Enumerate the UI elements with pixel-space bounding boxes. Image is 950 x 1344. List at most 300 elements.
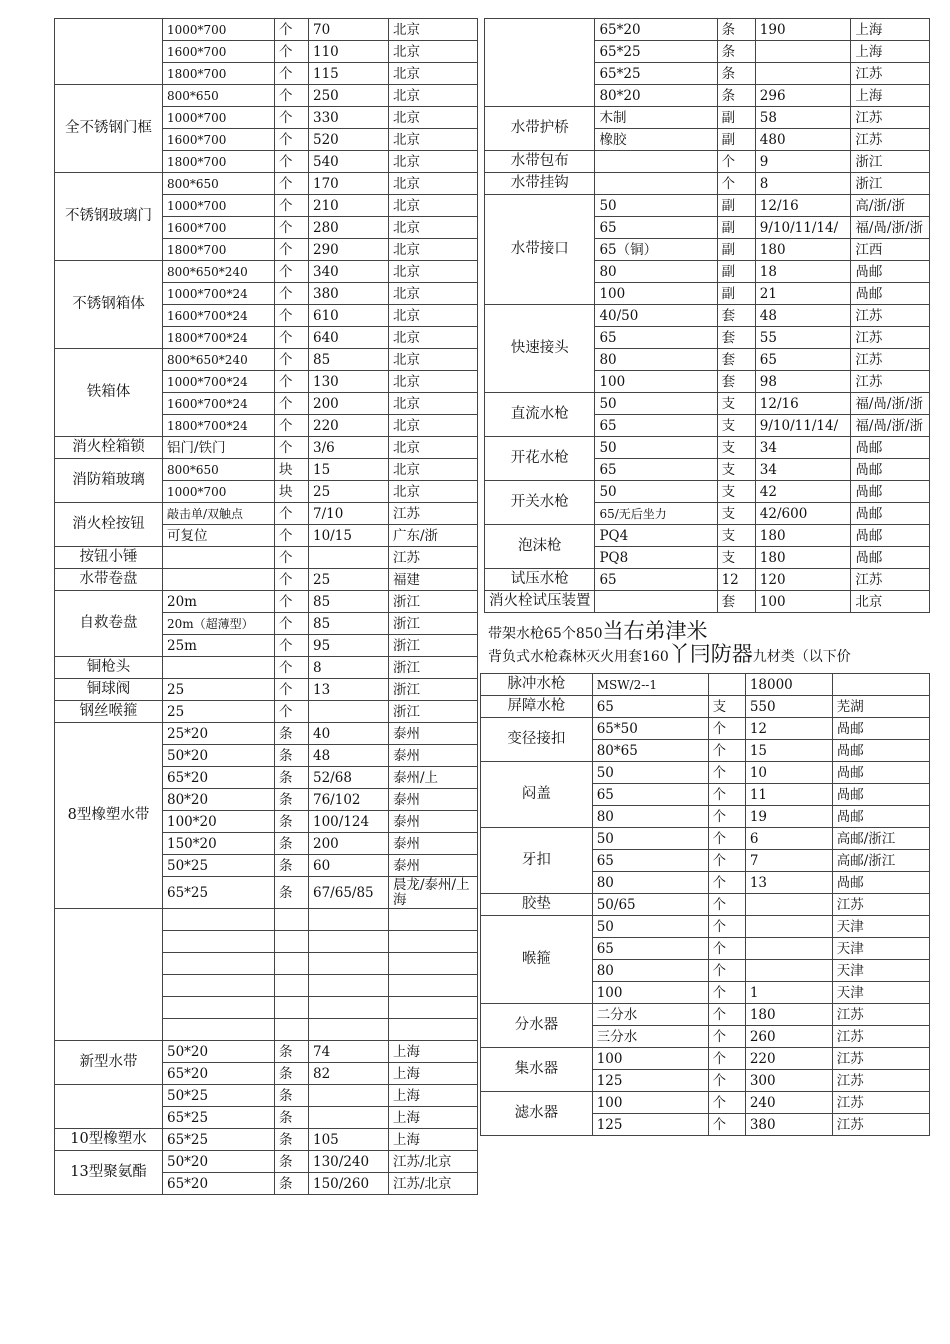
spec-cell: PQ8	[595, 547, 717, 569]
price-cell: 10/15	[309, 525, 389, 547]
unit-cell	[275, 931, 309, 953]
product-name-cell: 集水器	[481, 1048, 593, 1092]
spec-cell: 65	[595, 459, 717, 481]
origin-cell: 天津	[832, 960, 929, 982]
spec-cell: 80	[592, 960, 708, 982]
spec-cell: 25	[163, 679, 275, 701]
origin-cell: 江苏	[832, 1004, 929, 1026]
unit-cell: 个	[717, 173, 755, 195]
unit-cell: 12	[717, 569, 755, 591]
origin-cell: 咼邮	[851, 261, 930, 283]
unit-cell: 副	[717, 261, 755, 283]
origin-cell: 咼邮	[851, 547, 930, 569]
unit-cell: 支	[717, 503, 755, 525]
price-cell: 34	[755, 459, 851, 481]
product-name-cell: 开关水枪	[485, 481, 595, 525]
unit-cell: 个	[708, 740, 745, 762]
spec-cell: 800*650	[163, 85, 275, 107]
spec-cell	[163, 975, 275, 997]
origin-cell: 高邮/浙江	[832, 828, 929, 850]
table-row	[485, 437, 930, 459]
unit-cell: 支	[717, 459, 755, 481]
product-name-cell: 水带卷盘	[55, 569, 163, 591]
origin-cell: 江苏	[389, 547, 478, 569]
unit-cell: 个	[275, 63, 309, 85]
spec-cell: 1800*700*24	[163, 415, 275, 437]
spec-cell: MSW/2--1	[592, 674, 708, 696]
price-cell	[309, 909, 389, 931]
product-name-cell: 牙扣	[481, 828, 593, 894]
table-row	[55, 173, 478, 195]
price-cell: 200	[309, 833, 389, 855]
price-cell: 8	[755, 173, 851, 195]
unit-cell: 套	[717, 371, 755, 393]
product-name-cell: 水带包布	[485, 151, 595, 173]
price-cell: 8	[309, 657, 389, 679]
spec-cell: 铝门/铁门	[163, 437, 275, 459]
price-cell: 190	[755, 19, 851, 41]
table-row	[485, 591, 930, 613]
origin-cell: 江苏	[851, 371, 930, 393]
origin-cell: 上海	[851, 85, 930, 107]
table-row	[481, 916, 930, 938]
note-2-end: （以下价	[794, 649, 851, 665]
product-name-cell: 消火栓箱锁	[55, 437, 163, 459]
price-cell: 40	[309, 723, 389, 745]
price-cell	[755, 63, 851, 85]
unit-cell	[275, 909, 309, 931]
spec-cell: 1000*700*24	[163, 371, 275, 393]
price-cell	[745, 960, 832, 982]
price-cell: 18	[755, 261, 851, 283]
price-cell: 58	[755, 107, 851, 129]
product-name-cell: 水带挂钩	[485, 173, 595, 195]
unit-cell: 支	[717, 525, 755, 547]
product-name-cell	[55, 1085, 163, 1129]
origin-cell: 北京	[389, 85, 478, 107]
origin-cell: 浙江	[389, 591, 478, 613]
price-cell: 200	[309, 393, 389, 415]
table-row	[55, 657, 478, 679]
unit-cell: 个	[708, 982, 745, 1004]
unit-cell: 个	[708, 1048, 745, 1070]
product-name-cell: 快速接头	[485, 305, 595, 393]
spec-cell: 65	[592, 696, 708, 718]
product-name-cell: 消火栓试压装置	[485, 591, 595, 613]
spec-cell: 50	[592, 828, 708, 850]
spec-cell: 65*50	[592, 718, 708, 740]
unit-cell: 套	[717, 591, 755, 613]
spec-cell: 1600*700	[163, 217, 275, 239]
right-column	[484, 18, 930, 1136]
price-cell	[309, 547, 389, 569]
spec-cell: 800*650*240	[163, 349, 275, 371]
table-row	[485, 525, 930, 547]
price-cell: 21	[755, 283, 851, 305]
unit-cell: 条	[275, 1107, 309, 1129]
table-row	[55, 701, 478, 723]
unit-cell: 个	[275, 195, 309, 217]
unit-cell: 个	[275, 415, 309, 437]
left-price-table	[54, 18, 477, 1195]
spec-cell	[595, 591, 717, 613]
spec-cell: 20m（超薄型）	[163, 613, 275, 635]
origin-cell: 江苏	[832, 1114, 929, 1136]
unit-cell: 条	[275, 855, 309, 877]
origin-cell: 江苏	[832, 1026, 929, 1048]
table-row	[55, 1041, 478, 1063]
price-cell: 65	[755, 349, 851, 371]
spec-cell: 125	[592, 1114, 708, 1136]
price-cell	[745, 916, 832, 938]
price-cell: 130/240	[309, 1151, 389, 1173]
unit-cell: 副	[717, 107, 755, 129]
unit-cell: 块	[275, 459, 309, 481]
price-cell	[309, 953, 389, 975]
spec-cell: 1800*700	[163, 63, 275, 85]
price-cell: 12/16	[755, 393, 851, 415]
origin-cell: 福建	[389, 569, 478, 591]
price-cell: 220	[309, 415, 389, 437]
spec-cell: 125	[592, 1070, 708, 1092]
origin-cell	[389, 1019, 478, 1041]
table-row	[481, 894, 930, 916]
origin-cell: 北京	[389, 19, 478, 41]
unit-cell: 个	[275, 503, 309, 525]
origin-cell: 泰州	[389, 789, 478, 811]
product-name-cell: 脉冲水枪	[481, 674, 593, 696]
unit-cell: 副	[717, 195, 755, 217]
product-name-cell: 泡沫枪	[485, 525, 595, 569]
origin-cell: 上海	[389, 1041, 478, 1063]
origin-cell: 上海	[389, 1063, 478, 1085]
origin-cell: 北京	[389, 195, 478, 217]
price-cell: 260	[745, 1026, 832, 1048]
origin-cell: 浙江	[389, 613, 478, 635]
product-name-cell: 8型橡塑水带	[55, 723, 163, 909]
spec-cell: 25m	[163, 635, 275, 657]
unit-cell: 个	[275, 173, 309, 195]
origin-cell: 咼邮	[851, 525, 930, 547]
origin-cell: 泰州/上	[389, 767, 478, 789]
right-price-table	[484, 18, 930, 613]
unit-cell: 副	[717, 217, 755, 239]
origin-cell: 北京	[389, 129, 478, 151]
unit-cell: 条	[275, 1085, 309, 1107]
spec-cell: 40/50	[595, 305, 717, 327]
price-cell: 25	[309, 569, 389, 591]
unit-cell: 支	[717, 437, 755, 459]
spec-cell: 100	[595, 371, 717, 393]
spec-cell	[595, 151, 717, 173]
unit-cell: 条	[275, 1041, 309, 1063]
spec-cell	[595, 173, 717, 195]
product-name-cell: 屏障水枪	[481, 696, 593, 718]
spec-cell: 1600*700	[163, 129, 275, 151]
price-cell: 240	[745, 1092, 832, 1114]
origin-cell: 咼邮	[832, 872, 929, 894]
origin-cell: 北京	[389, 481, 478, 503]
price-cell: 640	[309, 327, 389, 349]
origin-cell: 北京	[389, 459, 478, 481]
spec-cell: 65*25	[595, 41, 717, 63]
price-cell: 9/10/11/14/	[755, 415, 851, 437]
unit-cell	[275, 953, 309, 975]
origin-cell: 北京	[389, 371, 478, 393]
origin-cell: 北京	[389, 393, 478, 415]
note-2-large-text: 丫冃防器	[668, 642, 753, 666]
spec-cell: 三分水	[592, 1026, 708, 1048]
price-cell: 10	[745, 762, 832, 784]
spec-cell: 65	[592, 784, 708, 806]
table-row	[481, 718, 930, 740]
spec-cell: 800*650*240	[163, 261, 275, 283]
table-row	[485, 151, 930, 173]
unit-cell: 条	[275, 1173, 309, 1195]
spec-cell: 65	[595, 327, 717, 349]
unit-cell: 个	[708, 718, 745, 740]
note-2-tail: 九材类	[752, 649, 795, 665]
unit-cell: 副	[717, 129, 755, 151]
note-line-1	[488, 621, 930, 644]
origin-cell: 北京	[389, 349, 478, 371]
product-name-cell: 水带护桥	[485, 107, 595, 151]
origin-cell: 高/浙/浙	[851, 195, 930, 217]
origin-cell: 浙江	[389, 635, 478, 657]
unit-cell: 个	[275, 547, 309, 569]
spec-cell: 50	[595, 481, 717, 503]
spec-cell	[163, 547, 275, 569]
origin-cell: 咼邮	[832, 740, 929, 762]
origin-cell: 咼邮	[851, 283, 930, 305]
price-cell: 480	[755, 129, 851, 151]
unit-cell: 个	[275, 437, 309, 459]
price-cell: 180	[755, 525, 851, 547]
price-cell: 76/102	[309, 789, 389, 811]
unit-cell: 个	[275, 591, 309, 613]
origin-cell: 北京	[389, 151, 478, 173]
origin-cell: 江苏/北京	[389, 1151, 478, 1173]
product-name-cell: 全不锈钢门框	[55, 85, 163, 173]
table-row	[55, 261, 478, 283]
unit-cell: 副	[717, 239, 755, 261]
price-cell: 67/65/85	[309, 877, 389, 909]
price-cell	[309, 1019, 389, 1041]
table-row	[55, 437, 478, 459]
unit-cell: 个	[708, 938, 745, 960]
origin-cell: 北京	[389, 437, 478, 459]
origin-cell: 咼邮	[832, 762, 929, 784]
price-cell: 12/16	[755, 195, 851, 217]
spec-cell: 80*20	[163, 789, 275, 811]
price-cell: 110	[309, 41, 389, 63]
spec-cell: 80	[592, 872, 708, 894]
unit-cell: 个	[708, 1026, 745, 1048]
price-cell: 12	[745, 718, 832, 740]
product-name-cell: 铁箱体	[55, 349, 163, 437]
unit-cell	[275, 1019, 309, 1041]
price-cell: 15	[309, 459, 389, 481]
unit-cell: 个	[708, 784, 745, 806]
unit-cell: 个	[275, 679, 309, 701]
spec-cell: 150*20	[163, 833, 275, 855]
product-name-cell: 钢丝喉箍	[55, 701, 163, 723]
table-row	[55, 503, 478, 525]
table-row	[485, 393, 930, 415]
origin-cell: 北京	[389, 107, 478, 129]
table-row	[485, 107, 930, 129]
price-cell: 13	[745, 872, 832, 894]
unit-cell: 个	[275, 151, 309, 173]
spec-cell: 50	[592, 916, 708, 938]
origin-cell: 浙江	[389, 701, 478, 723]
origin-cell: 咼邮	[832, 806, 929, 828]
product-name-cell: 消防箱玻璃	[55, 459, 163, 503]
spec-cell: 1800*700	[163, 151, 275, 173]
product-name-cell	[485, 19, 595, 107]
price-cell: 95	[309, 635, 389, 657]
origin-cell: 芜湖	[832, 696, 929, 718]
spec-cell: 800*650	[163, 173, 275, 195]
spec-cell	[163, 931, 275, 953]
spec-cell: 50*25	[163, 1085, 275, 1107]
spec-cell: 100	[592, 982, 708, 1004]
spec-cell	[163, 953, 275, 975]
price-cell: 11	[745, 784, 832, 806]
unit-cell: 个	[275, 239, 309, 261]
product-name-cell: 铜球阀	[55, 679, 163, 701]
spec-cell: 50*25	[163, 855, 275, 877]
unit-cell: 块	[275, 481, 309, 503]
price-cell: 7	[745, 850, 832, 872]
table-row	[55, 1151, 478, 1173]
unit-cell	[275, 997, 309, 1019]
product-name-cell: 10型橡塑水	[55, 1129, 163, 1151]
unit-cell: 个	[708, 806, 745, 828]
spec-cell: 1000*700	[163, 107, 275, 129]
price-cell: 7/10	[309, 503, 389, 525]
origin-cell: 北京	[389, 261, 478, 283]
spec-cell: 50*20	[163, 1151, 275, 1173]
price-cell: 380	[745, 1114, 832, 1136]
price-cell: 220	[745, 1048, 832, 1070]
product-name-cell: 分水器	[481, 1004, 593, 1048]
origin-cell	[389, 931, 478, 953]
origin-cell	[389, 975, 478, 997]
unit-cell: 条	[275, 1063, 309, 1085]
origin-cell: 北京	[389, 41, 478, 63]
product-name-cell: 试压水枪	[485, 569, 595, 591]
origin-cell	[389, 953, 478, 975]
origin-cell: 北京	[851, 591, 930, 613]
origin-cell: 天津	[832, 982, 929, 1004]
origin-cell: 上海	[389, 1085, 478, 1107]
origin-cell: 咼邮	[832, 784, 929, 806]
spec-cell: 65	[595, 569, 717, 591]
table-row	[55, 591, 478, 613]
unit-cell: 条	[717, 19, 755, 41]
price-cell: 100/124	[309, 811, 389, 833]
origin-cell: 浙江	[389, 679, 478, 701]
origin-cell: 江苏	[832, 1070, 929, 1092]
price-cell: 85	[309, 349, 389, 371]
table-row	[55, 19, 478, 41]
origin-cell: 泰州	[389, 833, 478, 855]
unit-cell: 个	[717, 151, 755, 173]
spec-cell: 可复位	[163, 525, 275, 547]
spec-cell: 50	[595, 195, 717, 217]
unit-cell: 个	[708, 762, 745, 784]
origin-cell	[389, 997, 478, 1019]
spec-cell: 25	[163, 701, 275, 723]
spec-cell: 65（铜）	[595, 239, 717, 261]
spec-cell: 800*650	[163, 459, 275, 481]
spec-cell: 80	[595, 349, 717, 371]
table-row	[485, 173, 930, 195]
spec-cell: 敲击单/双触点	[163, 503, 275, 525]
origin-cell: 北京	[389, 217, 478, 239]
table-row	[55, 569, 478, 591]
origin-cell: 北京	[389, 327, 478, 349]
unit-cell: 个	[275, 613, 309, 635]
unit-cell: 个	[275, 525, 309, 547]
unit-cell: 个	[275, 19, 309, 41]
spec-cell: 50	[592, 762, 708, 784]
spec-cell	[163, 909, 275, 931]
spec-cell: 1800*700	[163, 239, 275, 261]
origin-cell: 江苏	[832, 894, 929, 916]
price-table	[484, 18, 930, 613]
price-cell: 6	[745, 828, 832, 850]
origin-cell: 上海	[389, 1107, 478, 1129]
unit-cell: 条	[275, 1129, 309, 1151]
product-name-cell: 新型水带	[55, 1041, 163, 1085]
unit-cell: 副	[717, 283, 755, 305]
price-cell: 55	[755, 327, 851, 349]
unit-cell: 个	[275, 283, 309, 305]
price-cell: 180	[755, 547, 851, 569]
unit-cell: 支	[717, 547, 755, 569]
price-cell	[309, 701, 389, 723]
product-name-cell: 开花水枪	[485, 437, 595, 481]
note-1-text: 带架水枪65个850	[488, 626, 603, 642]
spec-cell: 1800*700*24	[163, 327, 275, 349]
price-cell: 48	[755, 305, 851, 327]
spec-cell: 80*65	[592, 740, 708, 762]
price-cell: 42	[755, 481, 851, 503]
table-row	[485, 195, 930, 217]
price-table	[54, 18, 478, 1195]
unit-cell: 套	[717, 327, 755, 349]
unit-cell: 个	[708, 960, 745, 982]
spec-cell: 1000*700*24	[163, 283, 275, 305]
unit-cell: 条	[275, 1151, 309, 1173]
product-name-cell: 铜枪头	[55, 657, 163, 679]
unit-cell: 个	[708, 1004, 745, 1026]
price-cell: 540	[309, 151, 389, 173]
unit-cell: 条	[275, 745, 309, 767]
price-cell: 250	[309, 85, 389, 107]
unit-cell: 个	[708, 894, 745, 916]
unit-cell: 条	[275, 767, 309, 789]
origin-cell: 咼邮	[851, 437, 930, 459]
price-cell: 34	[755, 437, 851, 459]
spec-cell	[163, 569, 275, 591]
price-cell: 300	[745, 1070, 832, 1092]
unit-cell: 个	[708, 1070, 745, 1092]
table-row	[481, 1048, 930, 1070]
price-cell: 280	[309, 217, 389, 239]
